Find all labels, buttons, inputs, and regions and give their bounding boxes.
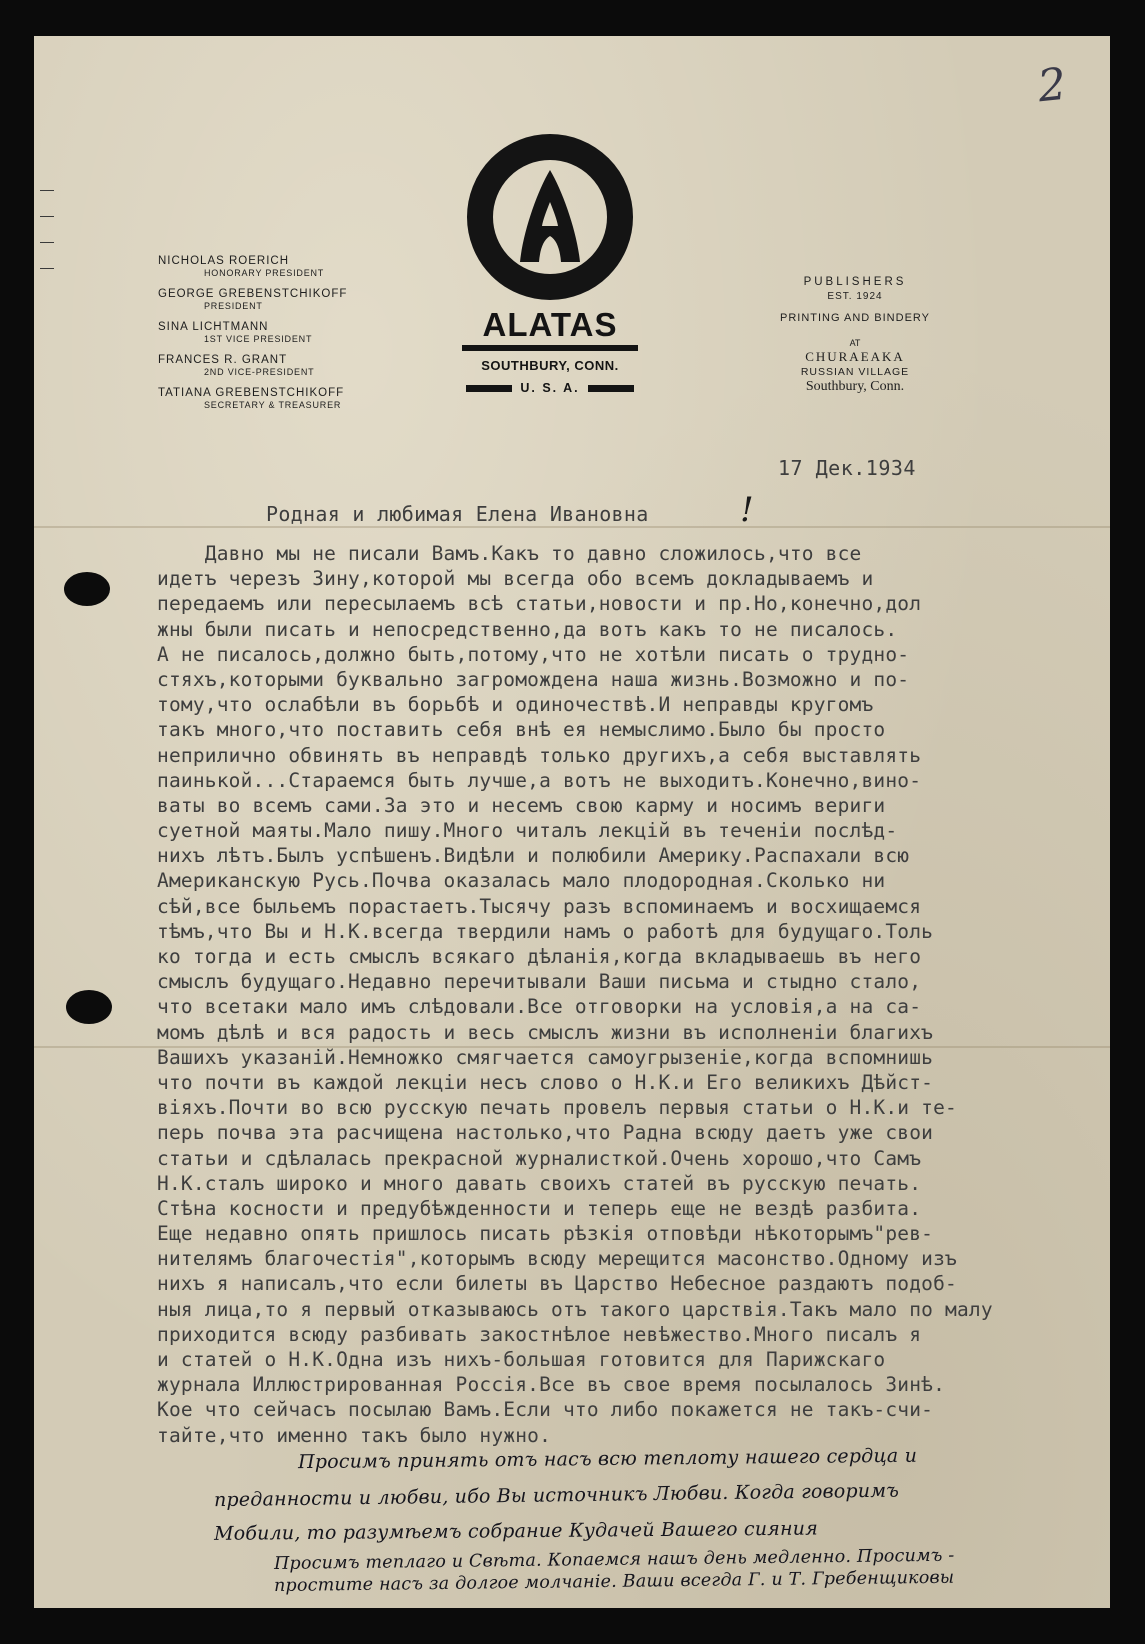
logo-name: ALATAS bbox=[482, 306, 618, 343]
logo-bar bbox=[588, 385, 634, 392]
letter-line: нихъ я написалъ,что если билеты въ Царство Небесное раздаютъ подоб- bbox=[157, 1272, 957, 1296]
letter-line: смыслъ будущаго.Недавно перечитывали Ваши письма и стыдно стало, bbox=[157, 970, 922, 994]
officer-name: GEORGE GREBENSTCHIKOFF bbox=[158, 288, 348, 300]
letter-line: нителямъ благочестія",которымъ всюду мерещится масонство.Одному изъ bbox=[157, 1247, 957, 1271]
logo-country-row bbox=[458, 381, 642, 395]
handwritten-line: Просимъ теплаго и Свѣта. Копаемся нашъ день медленно. Просимъ - bbox=[273, 1545, 955, 1575]
officer-name: SINA LICHTMANN bbox=[158, 321, 269, 333]
officer-title: 2ND VICE-PRESIDENT bbox=[204, 367, 315, 377]
letter-line: тайте,что именно такъ было нужно. bbox=[157, 1423, 552, 1447]
letter-line: Американскую Русь.Почва оказалась мало плодородная.Сколько ни bbox=[157, 869, 886, 893]
punch-hole bbox=[66, 990, 112, 1024]
officer-entry bbox=[158, 254, 428, 279]
logo-city: SOUTHBURY, CONN. bbox=[481, 358, 619, 373]
publisher-town: Southbury, Conn. bbox=[805, 379, 905, 394]
letter-date: 17 Дек.1934 bbox=[778, 456, 916, 480]
letter-line: что почти въ каждой лекціи несъ слово о Н.К.и Его великихъ Дѣйст- bbox=[157, 1070, 934, 1094]
publisher-at: AT bbox=[849, 338, 861, 348]
handwritten-exclamation: ! bbox=[740, 490, 754, 530]
letter-line: тѣмъ,что Вы и Н.К.всегда твердили намъ о работѣ для будущаго.Толь bbox=[157, 919, 934, 943]
letter-line: момъ дѣлѣ и вся радость и весь смыслъ жизни въ исполненіи благихъ bbox=[157, 1020, 934, 1044]
letter-line: перь почва эта расчищена настолько,что Радна всюду даетъ уже свои bbox=[157, 1121, 934, 1145]
letter-line: ваты во всемъ сами.За это и несемъ свою карму и носимъ вериги bbox=[157, 793, 886, 817]
margin-tick-marks bbox=[40, 186, 60, 296]
publisher-village: RUSSIAN VILLAGE bbox=[800, 366, 910, 378]
logo-country: U. S. A. bbox=[520, 381, 580, 395]
letter-line: Н.К.сталъ широко и много давать своихъ статей въ русскую печать. bbox=[157, 1171, 922, 1195]
paper-fold bbox=[34, 526, 1110, 528]
publisher-place: CHURAEAKA bbox=[805, 349, 905, 364]
publisher-heading: PUBLISHERS bbox=[803, 276, 907, 288]
letter-line: жны были писать и непосредственно,да вотъ какъ то не писалось. bbox=[157, 617, 898, 641]
letter-body bbox=[157, 541, 1107, 1448]
letter-line: Еще недавно опять пришлось писать рѣзкія отповѣди нѣкоторымъ"рев- bbox=[157, 1222, 934, 1246]
letter-salutation: Родная и любимая Елена Ивановна bbox=[266, 502, 649, 526]
officers-list bbox=[158, 254, 428, 419]
logo-mark-icon bbox=[465, 132, 635, 302]
officer-name: FRANCES R. GRANT bbox=[158, 354, 288, 366]
letter-line: суетной маяты.Мало пишу.Много читалъ лекцій въ теченіи послѣд- bbox=[157, 819, 898, 843]
letter-line: неприлично обвинять въ неправдѣ только другихъ,а себя выставлять bbox=[157, 743, 922, 767]
punch-hole bbox=[64, 572, 110, 606]
letter-line: такъ много,что поставить себя внѣ ея немыслимо.Было бы просто bbox=[157, 718, 886, 742]
publisher-services: PRINTING AND BINDERY bbox=[780, 312, 930, 324]
letter-line: Кое что сейчасъ посылаю Вамъ.Если что либо покажется не такъ-счи- bbox=[157, 1398, 934, 1422]
letter-line: стяхъ,которыми буквально загромождена наша жизнь.Возможно и по- bbox=[157, 667, 910, 691]
officer-title: HONORARY PRESIDENT bbox=[204, 268, 325, 278]
logo-rule bbox=[462, 345, 638, 351]
officer-entry bbox=[158, 287, 428, 312]
letter-line: нихъ лѣтъ.Былъ успѣшенъ.Видѣли и полюбили Америку.Распахали всю bbox=[157, 844, 910, 868]
handwritten-line: Мобили, то разумѣемъ собрание Кудачей Вашего сияния bbox=[213, 1517, 819, 1545]
officer-entry bbox=[158, 353, 428, 378]
letter-line: и статей о Н.К.Одна изъ нихъ-большая готовится для Парижскаго bbox=[157, 1348, 886, 1371]
letter-line: тому,что ослабѣли въ борьбѣ и одиночествѣ.И неправды кругомъ bbox=[157, 693, 874, 717]
officer-entry bbox=[158, 386, 428, 411]
publisher-info bbox=[766, 276, 944, 395]
officer-name: TATIANA GREBENSTCHIKOFF bbox=[158, 387, 345, 399]
letter-line: идетъ черезъ Зину,которой мы всегда обо всемъ докладываемъ и bbox=[157, 567, 874, 591]
letter-line: журнала Иллюстрированная Россія.Все въ свое время посылалось Зинѣ. bbox=[157, 1373, 946, 1397]
handwritten-line: простите насъ за долгое молчанiе. Ваши всегда Г. и Т. Гребенщиковы bbox=[273, 1567, 955, 1597]
handwritten-postscript bbox=[213, 1440, 1094, 1597]
publisher-established: EST. 1924 bbox=[827, 291, 883, 302]
handwritten-line: Просимъ принять отъ насъ всю теплоту нашего сердца и bbox=[297, 1444, 918, 1474]
letter-line: ко тогда и есть смыслъ всякаго дѣланія,когда вкладываешь въ него bbox=[157, 945, 922, 968]
letter-line: что всетаки мало имъ слѣдовали.Все отговорки на условія,а на са- bbox=[157, 995, 922, 1019]
letter-line: приходится всюду разбивать закостнѣлое невѣжество.Много писалъ я bbox=[157, 1322, 922, 1346]
letter-page bbox=[34, 36, 1110, 1608]
officer-name: NICHOLAS ROERICH bbox=[158, 255, 290, 267]
logo-bar bbox=[466, 385, 512, 392]
officer-title: PRESIDENT bbox=[204, 301, 263, 311]
letter-line: паинькой...Стараемся быть лучше,а вотъ не выходитъ.Конечно,вино- bbox=[157, 768, 922, 792]
letter-line: ныя лица,то я первый отказываюсь отъ такого царствія.Такъ мало по малу bbox=[157, 1297, 993, 1321]
alatas-logo bbox=[458, 132, 642, 395]
letter-line: Вашихъ указаній.Немножко смягчается самоугрызеніе,когда вспомнишь bbox=[157, 1045, 934, 1069]
officer-title: 1ST VICE PRESIDENT bbox=[204, 334, 313, 344]
letter-line: віяхъ.Почти во всю русскую печать провелъ первыя статьи о Н.К.и те- bbox=[157, 1096, 957, 1120]
letter-line: сѣй,все быльемъ порастаетъ.Тысячу разъ вспоминаемъ и восхищаемся bbox=[157, 894, 922, 918]
letter-line: передаемъ или пересылаемъ всѣ статьи,новости и пр.Но,конечно,дол bbox=[157, 592, 922, 616]
letter-line: Стѣна косности и предубѣжденности и теперь еще не вездѣ разбита. bbox=[157, 1196, 922, 1220]
page-number: 2 bbox=[1035, 58, 1069, 113]
handwritten-line: преданности и любви, ибо Вы источникъ Любви. Когда говоримъ bbox=[213, 1479, 900, 1512]
letter-line: статьи и сдѣлалась прекрасной журналисткой.Очень хорошо,что Самъ bbox=[157, 1146, 922, 1170]
officer-title: SECRETARY & TREASURER bbox=[204, 400, 342, 410]
letter-line: Давно мы не писали Вамъ.Какъ то давно сложилось,что все bbox=[157, 542, 862, 565]
officer-entry bbox=[158, 320, 428, 345]
letter-line: А не писалось,должно быть,потому,что не хотѣли писать о трудно- bbox=[157, 642, 910, 666]
